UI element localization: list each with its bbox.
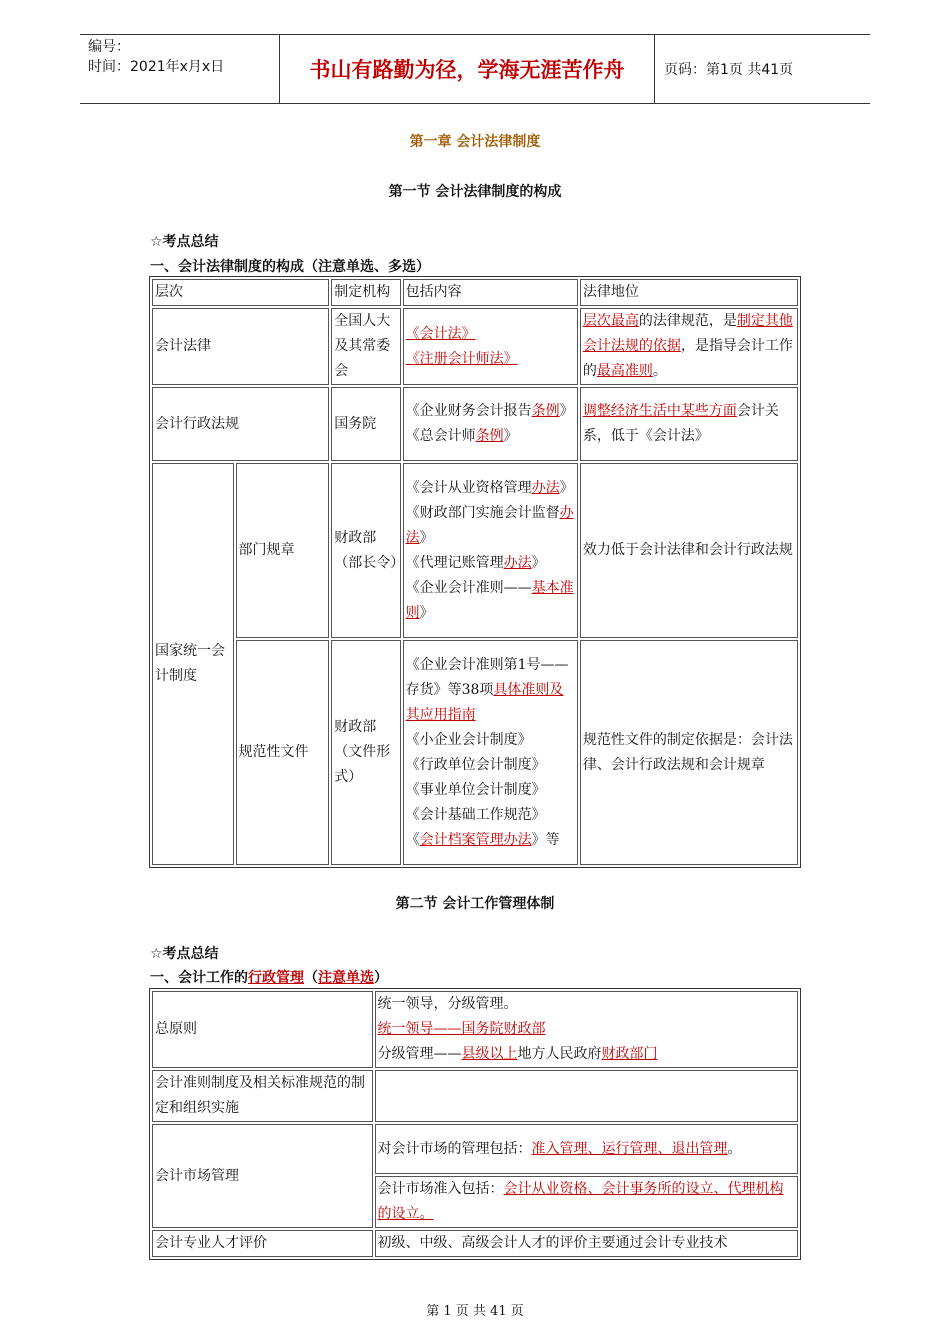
value-cell — [375, 991, 799, 1068]
content-line: 《会计法》 — [405, 325, 476, 342]
content-cell — [403, 640, 578, 865]
table-row — [152, 1070, 798, 1122]
section2-summary: ☆考点总结 — [150, 946, 219, 962]
header-level: 层次 — [152, 279, 329, 306]
content-cell — [403, 387, 578, 461]
org-cell: 全国人大及其常委会 — [331, 308, 400, 385]
number-label: 编号： — [88, 39, 130, 55]
org-cell: 国务院 — [331, 387, 400, 461]
content-line: 《企业会计准则——基本准则》 — [405, 579, 574, 621]
table-row — [152, 1124, 798, 1174]
content-line: 《会计从业资格管理办法》 — [405, 479, 574, 496]
content-line: 《行政单位会计制度》 — [405, 756, 546, 773]
table-row — [152, 387, 798, 461]
table-row — [152, 640, 798, 865]
level-cell: 国家统一会计制度 — [152, 463, 234, 865]
value-cell — [375, 1070, 799, 1122]
status-cell: 效力低于会计法律和会计行政法规 — [580, 463, 798, 638]
header-motto: 书山有路勤为径，学海无涯苦作舟 — [280, 35, 655, 103]
content-line: 《注册会计师法》 — [405, 350, 518, 367]
content-line: 《代理记账管理办法》 — [405, 554, 546, 571]
header-content: 包括内容 — [403, 279, 578, 306]
content-line: 《财政部门实施会计监督办法》 — [405, 504, 574, 546]
section1-title: 第一节 会计法律制度的构成 — [388, 184, 562, 200]
label-cell: 会计市场管理 — [152, 1124, 373, 1228]
status-cell: 层次最高的法律规范，是制定其他会计法规的依据，是指导会计工作的最高准则。 — [580, 308, 798, 385]
sublevel-cell: 部门规章 — [236, 463, 330, 638]
section2-title: 第二节 会计工作管理体制 — [395, 896, 555, 912]
value-line: 统一领导，分级管理。 — [377, 996, 518, 1012]
status-cell: 规范性文件的制定依据是：会计法律、会计行政法规和会计规章 — [580, 640, 798, 865]
sublevel-cell: 规范性文件 — [236, 640, 330, 865]
level-cell: 会计行政法规 — [152, 387, 329, 461]
content-cell — [403, 463, 578, 638]
content-line: 《小企业会计制度》 — [405, 731, 532, 748]
value-line: 统一领导——国务院财政部 — [377, 1021, 546, 1037]
org-cell: 财政部（部长令） — [331, 463, 400, 638]
content-line: 《总会计师条例》 — [405, 428, 518, 444]
time-label: 时间：2021年x月x日 — [88, 59, 225, 75]
section1-summary: ☆考点总结 — [150, 234, 219, 250]
label-cell: 会计专业人才评价 — [152, 1230, 373, 1257]
table-header-row — [152, 279, 798, 306]
label-cell: 总原则 — [152, 991, 373, 1068]
org-cell: 财政部（文件形式） — [331, 640, 400, 865]
content-cell — [403, 308, 578, 385]
value-line: 分级管理——县级以上地方人民政府财政部门 — [377, 1046, 658, 1062]
content-line: 《会计基础工作规范》 — [405, 806, 546, 823]
page-footer: 第 1 页 共 41 页 — [426, 1304, 524, 1319]
content-line: 《企业会计准则第1号——存货》等38项具体准则及其应用指南 — [405, 656, 569, 723]
header-status: 法律地位 — [580, 279, 798, 306]
content-line: 《会计档案管理办法》等 — [405, 831, 560, 848]
section2-heading: 一、会计工作的行政管理（注意单选） — [150, 970, 388, 986]
label-cell: 会计准则制度及相关标准规范的制定和组织实施 — [152, 1070, 373, 1122]
admin-management-table — [149, 988, 801, 1260]
header-page-label: 页码：第1页 共41页 — [664, 62, 794, 78]
chapter-title: 第一章 会计法律制度 — [409, 134, 541, 150]
content-line: 《企业财务会计报告条例》 — [405, 403, 574, 419]
header-org: 制定机构 — [331, 279, 400, 306]
status-cell: 调整经济生活中某些方面会计关系，低于《会计法》 — [580, 387, 798, 461]
section1-heading: 一、会计法律制度的构成（注意单选、多选） — [150, 259, 430, 275]
table-row — [152, 1230, 798, 1257]
value-cell: 会计市场准入包括：会计从业资格、会计事务所的设立、代理机构的设立。 — [375, 1176, 799, 1228]
value-cell: 对会计市场的管理包括：准入管理、运行管理、退出管理。 — [375, 1124, 799, 1174]
level-cell: 会计法律 — [152, 308, 329, 385]
content-line: 《事业单位会计制度》 — [405, 781, 546, 798]
value-cell: 初级、中级、高级会计人才的评价主要通过会计专业技术 — [375, 1230, 799, 1257]
law-structure-table — [149, 276, 801, 868]
table-row — [152, 463, 798, 638]
page-header — [80, 34, 870, 104]
table-row — [152, 308, 798, 385]
header-meta — [80, 35, 280, 103]
table-row — [152, 991, 798, 1068]
